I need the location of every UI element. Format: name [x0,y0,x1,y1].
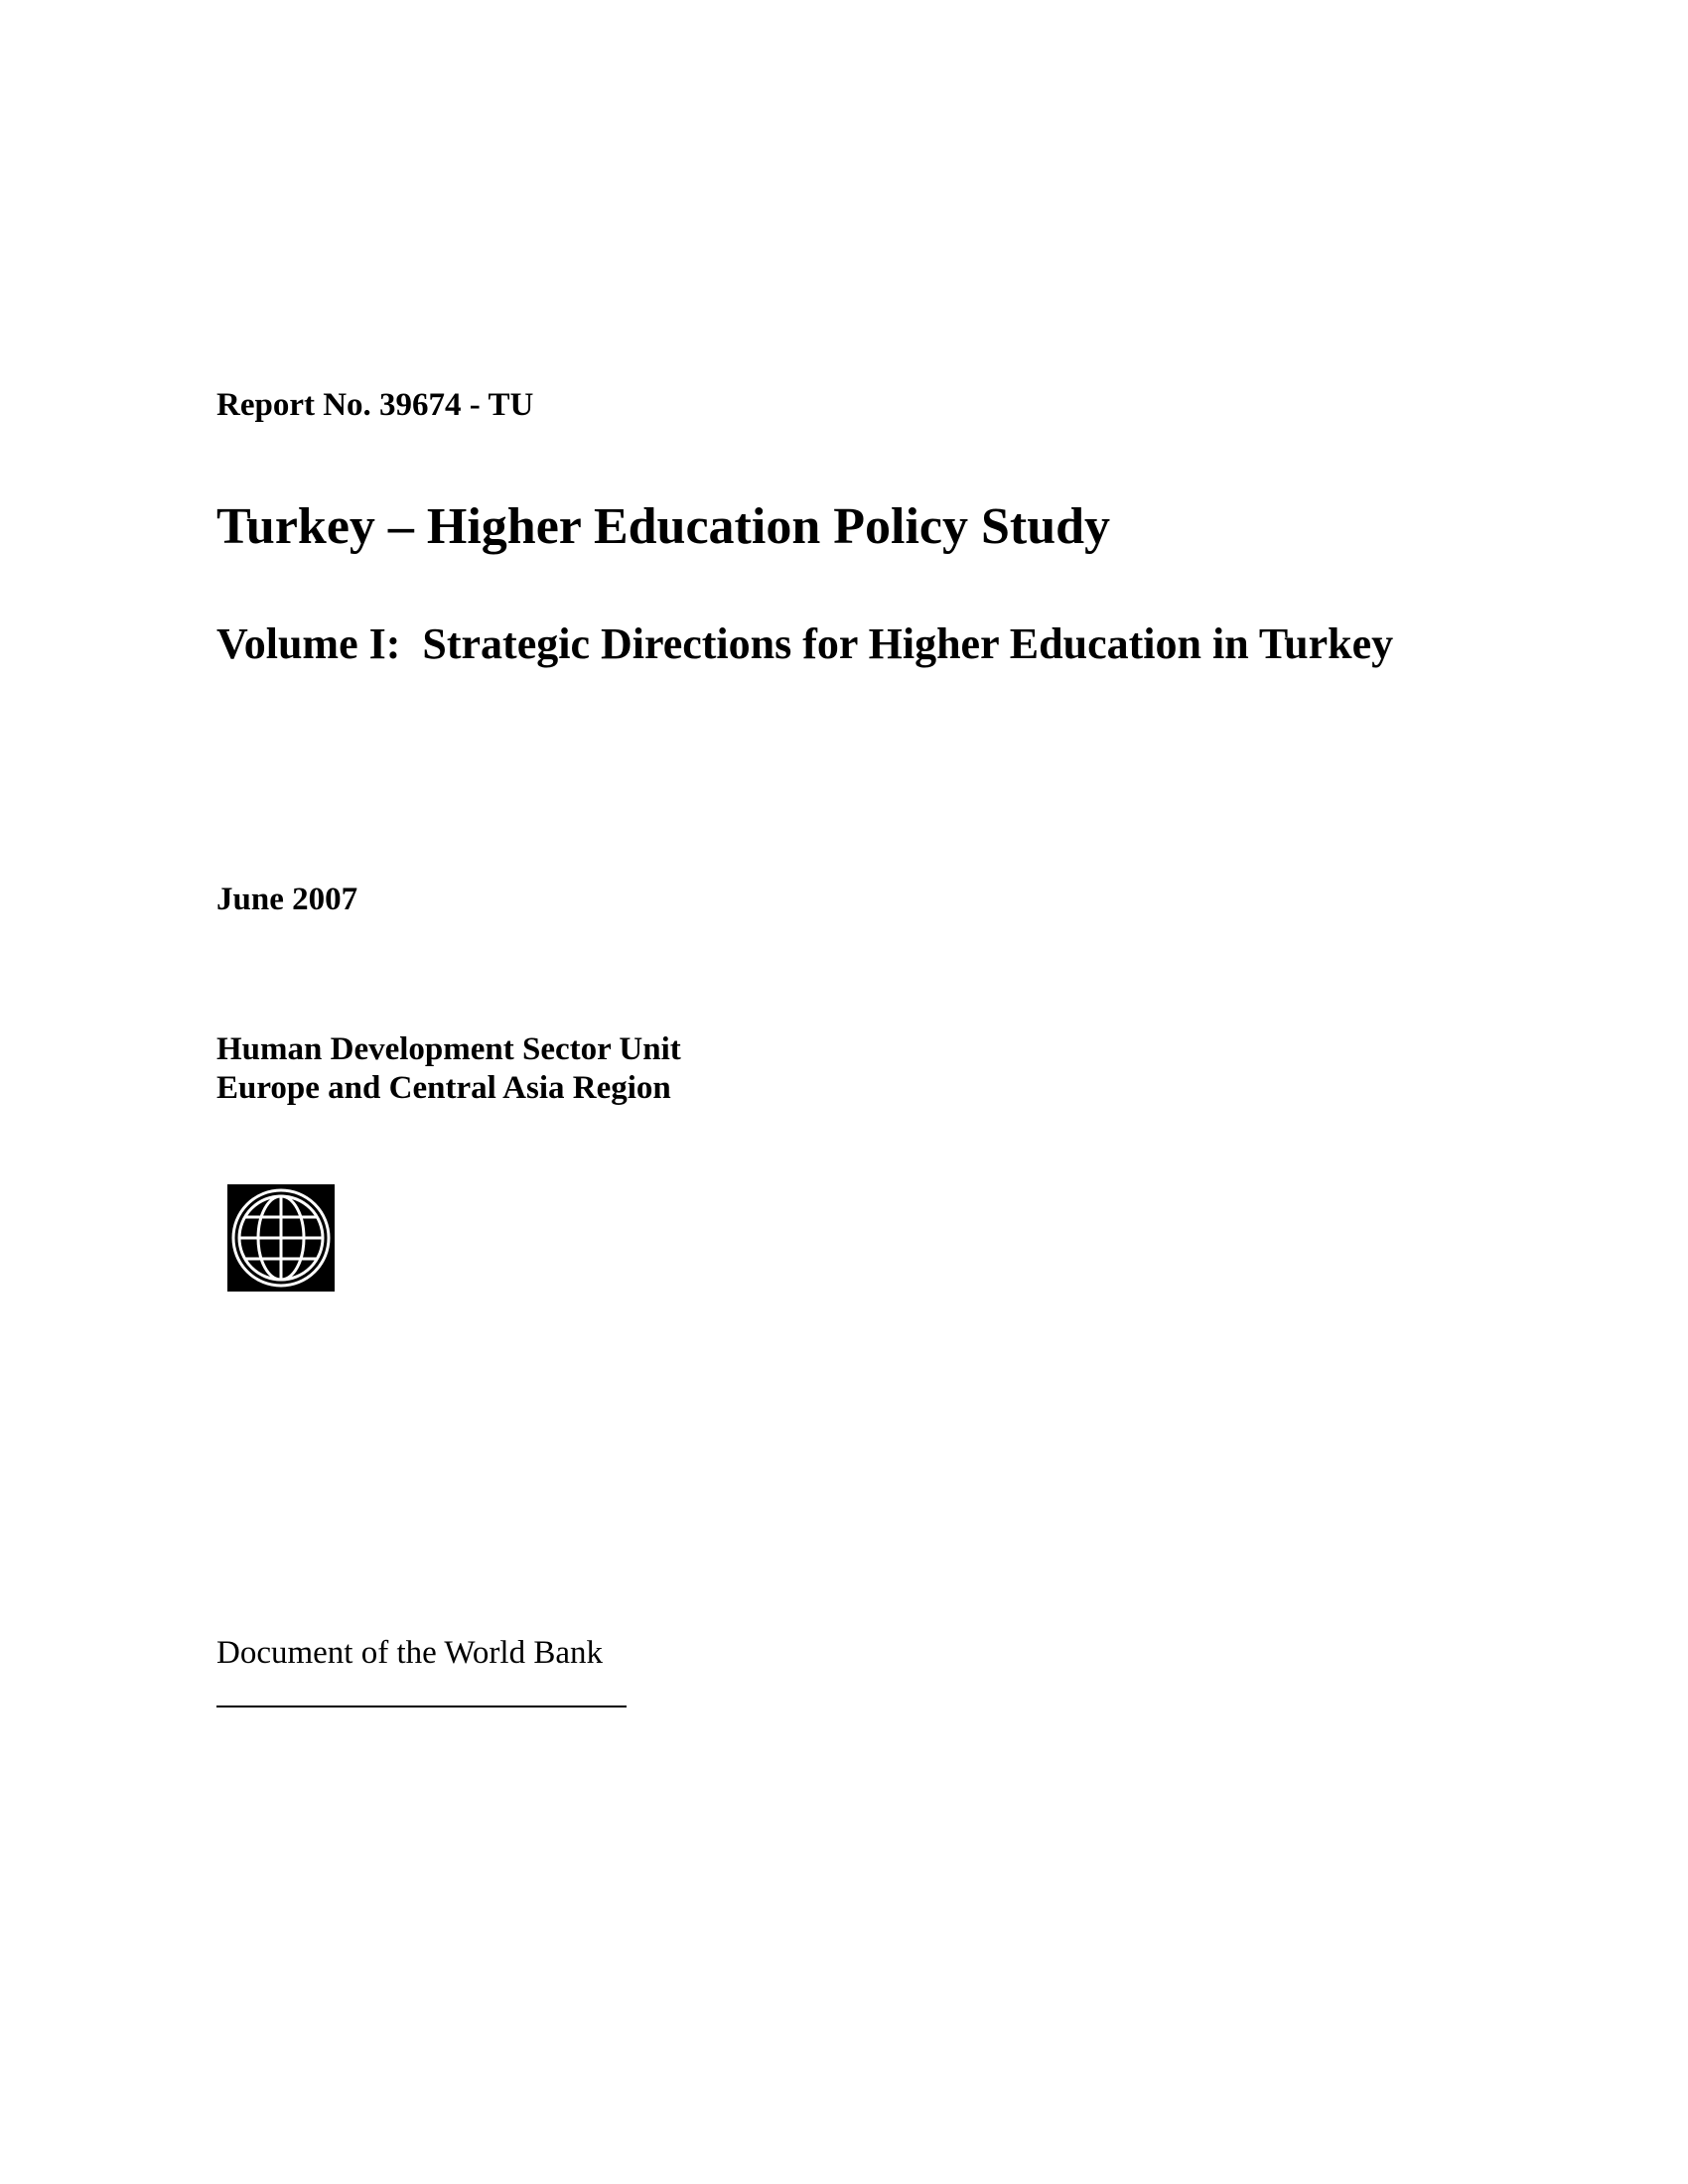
world-bank-globe-icon [227,1184,335,1292]
report-number: Report No. 39674 - TU [216,387,534,423]
volume-title: Volume I: Strategic Directions for Higher Education in Turkey [216,619,1394,668]
document-title: Turkey – Higher Education Policy Study [216,498,1111,555]
sector-unit-name: Human Development Sector Unit [216,1031,681,1067]
publication-date: June 2007 [216,882,358,917]
region-name: Europe and Central Asia Region [216,1070,671,1106]
sector-unit-block [216,1030,681,1108]
document-of-label: Document of the World Bank [216,1635,603,1671]
signature-rule [216,1706,627,1707]
